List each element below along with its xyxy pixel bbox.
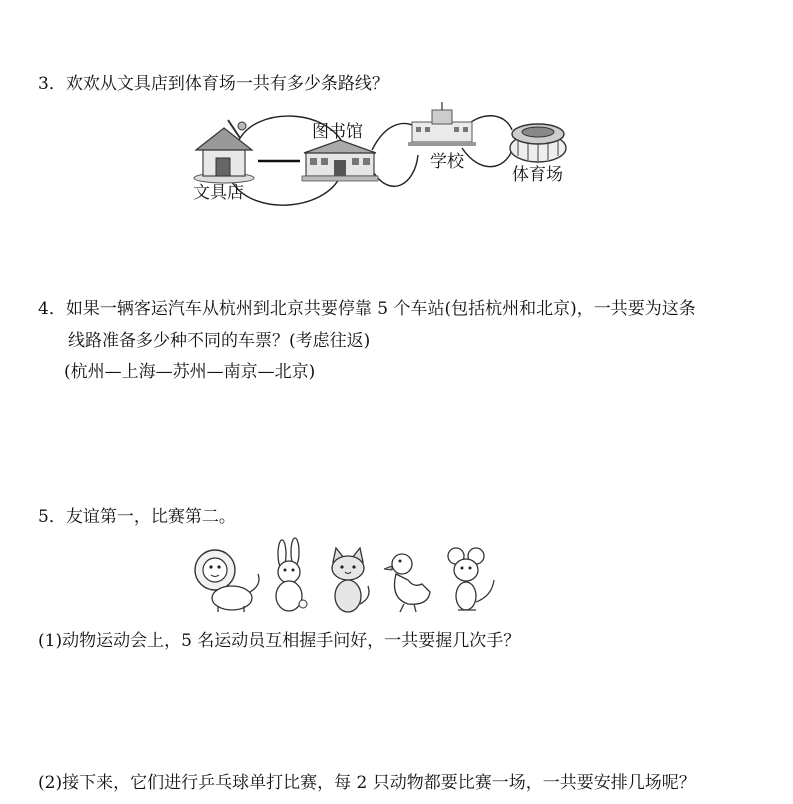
label-library: 图书馆 — [312, 122, 363, 142]
route-school-stadium-lower — [462, 148, 512, 167]
q5-text: 5．友谊第一，比赛第二。 — [38, 507, 236, 527]
q5-sub1: (1)动物运动会上，5 名运动员互相握手问好，一共要握几次手？ — [38, 631, 521, 651]
label-stationery-store: 文具店 — [193, 183, 244, 203]
route-diagram — [0, 100, 793, 320]
route-library-school-lower — [372, 155, 418, 186]
q4-line3: (杭州—上海—苏州—南京—北京) — [64, 362, 316, 382]
duck-icon — [384, 554, 430, 612]
school-icon — [408, 102, 476, 146]
q4-line2: 线路准备多少种不同的车票？(考虑往返) — [68, 331, 371, 351]
rabbit-icon — [276, 538, 307, 611]
cat-icon — [332, 548, 369, 612]
mouse-icon — [448, 548, 494, 610]
q5-sub2: (2)接下来，它们进行乒乓球单打比赛，每 2 只动物都要比赛一场，一共要安排几场呢？ — [38, 773, 696, 793]
animals-row — [0, 540, 793, 620]
stadium-icon — [510, 124, 566, 162]
stationery-store-icon — [194, 120, 254, 183]
lion-icon — [195, 550, 259, 612]
label-stadium: 体育场 — [512, 165, 563, 185]
q3-text: 3．欢欢从文具店到体育场一共有多少条路线？ — [38, 74, 389, 94]
label-school: 学校 — [430, 152, 464, 172]
q4-line1: 4．如果一辆客运汽车从杭州到北京共要停靠 5 个车站(包括杭州和北京)，一共要为这条 — [38, 299, 696, 319]
library-icon — [302, 140, 378, 181]
